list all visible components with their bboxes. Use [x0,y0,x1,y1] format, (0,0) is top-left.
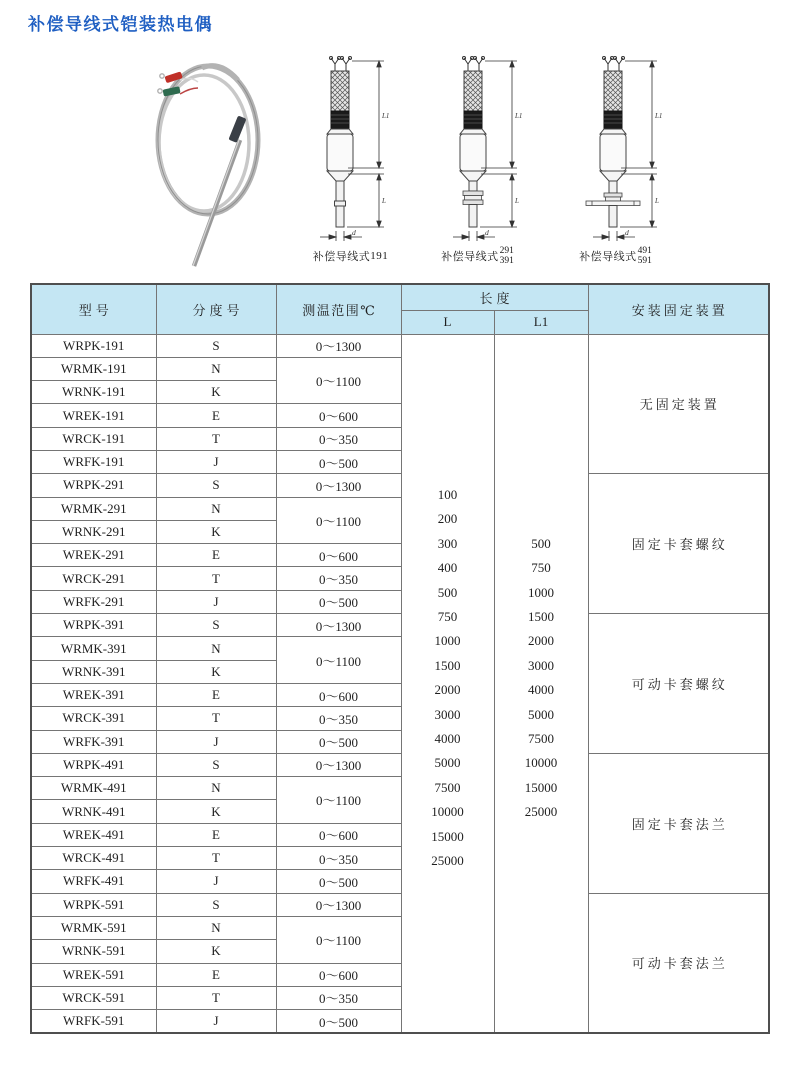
figure-label-number: 191 [370,250,389,262]
grad-cell: N [156,637,276,660]
l-value: 1500 [434,657,461,673]
model-cell: WRMK-291 [31,497,156,520]
l-value: 100 [437,486,458,502]
diagram-491-591 [573,55,678,247]
model-cell: WREK-591 [31,963,156,986]
figure-label-prefix: 补偿导线式 [312,251,371,263]
table-row [31,753,769,776]
range-cell: 0～600 [276,404,401,427]
diagram-191 [300,55,405,247]
grad-cell: E [156,963,276,986]
range-cell: 0～1300 [276,614,401,637]
transition-body [600,134,626,171]
grad-cell: J [156,450,276,473]
figure-label-number: 391 [499,256,514,267]
range-cell: 0～1300 [276,893,401,916]
mounting-cell: 可动卡套法兰 [588,893,769,1033]
l1-value: 2000 [528,633,554,649]
col-header-l1: L1 [494,310,588,334]
l-value: 400 [437,560,458,576]
model-cell: WRNK-191 [31,381,156,404]
col-header-model: 型号 [31,284,156,334]
grad-cell: E [156,823,276,846]
l-values-cell [401,334,494,1033]
range-cell: 0～350 [276,986,401,1009]
model-cell: WREK-191 [31,404,156,427]
range-cell: 0～1300 [276,474,401,497]
fork-terminals-icon [330,57,352,72]
grad-cell: T [156,847,276,870]
range-cell: 0～1300 [276,334,401,357]
model-cell: WRPK-191 [31,334,156,357]
l1-value: 500 [531,535,551,551]
model-cell: WRNK-291 [31,520,156,543]
range-cell: 0～1300 [276,753,401,776]
cable-boot [604,111,622,129]
mounting-cell: 固定卡套法兰 [588,753,769,893]
ferrule-thread-fitting [463,191,483,205]
range-cell: 0～1100 [276,916,401,963]
range-cell: 0～350 [276,707,401,730]
dim-lower-label: L [382,197,386,205]
dim-dia-label: d [485,228,489,237]
probe-sheath [609,206,617,228]
l-value: 3000 [434,706,461,722]
model-cell: WRMK-391 [31,637,156,660]
grad-cell: K [156,381,276,404]
model-cell: WRFK-191 [31,450,156,473]
grad-cell: E [156,683,276,706]
grad-cell: E [156,404,276,427]
table-row [31,893,769,916]
model-cell: WRMK-491 [31,777,156,800]
l-value: 2000 [434,682,461,698]
l-value: 1000 [434,633,461,649]
grad-cell: K [156,520,276,543]
table-row [31,334,769,357]
l-value: 7500 [434,779,461,795]
col-header-range: 测温范围℃ [276,284,401,334]
figure-label-prefix: 补偿导线式 [441,251,499,264]
range-cell: 0～600 [276,823,401,846]
fork-terminals-icon [463,57,485,72]
grad-cell: T [156,707,276,730]
model-cell: WREK-491 [31,823,156,846]
fork-terminals-icon [603,57,625,72]
l1-value: 15000 [524,779,558,795]
figure-label-prefix: 补偿导线式 [579,251,637,264]
l1-value: 7500 [528,731,554,747]
grad-cell: S [156,474,276,497]
range-cell: 0～1100 [276,637,401,684]
figure-label-number: 491 [637,246,652,256]
l1-value: 1500 [528,608,554,624]
grad-cell: J [156,870,276,893]
grad-cell: N [156,777,276,800]
model-cell: WRPK-291 [31,474,156,497]
range-cell: 0～350 [276,847,401,870]
model-cell: WRPK-491 [31,753,156,776]
grad-cell: T [156,427,276,450]
dim-dia-label: d [625,228,629,237]
transition-body [327,134,353,171]
grad-cell: T [156,986,276,1009]
range-cell: 0～600 [276,544,401,567]
range-cell: 0～350 [276,427,401,450]
mounting-cell: 可动卡套螺纹 [588,614,769,754]
model-cell: WRCK-391 [31,707,156,730]
l-value: 4000 [434,731,461,747]
l1-value: 10000 [524,755,558,771]
dim-lower-label: L [655,197,659,205]
range-cell: 0～500 [276,450,401,473]
mounting-cell: 无固定装置 [588,334,769,474]
grad-cell: K [156,660,276,683]
grad-cell: S [156,614,276,637]
dim-dia-label: d [352,228,356,237]
figure-label-191 [293,248,408,264]
l-value: 300 [437,535,458,551]
l-value: 25000 [431,853,464,869]
flange-fitting [586,193,640,206]
model-cell: WRPK-591 [31,893,156,916]
model-cell: WRFK-491 [31,870,156,893]
range-cell: 0～1100 [276,357,401,404]
range-cell: 0～350 [276,567,401,590]
col-header-l: L [401,310,494,334]
probe-sheath [469,205,477,228]
col-header-length: 长度 [401,284,588,310]
figure-label-291-391 [420,246,535,267]
range-cell: 0～600 [276,963,401,986]
grad-cell: J [156,730,276,753]
figure-label-number: 591 [637,256,652,267]
col-header-graduation: 分度号 [156,284,276,334]
model-cell: WRNK-491 [31,800,156,823]
l1-values-cell [494,334,588,1033]
cable-boot [331,111,349,129]
table-row [31,474,769,497]
l-value: 5000 [434,755,461,771]
cable-boot [464,111,482,129]
dim-lower-label: L [515,197,519,205]
l-value: 15000 [431,828,464,844]
table-row [31,614,769,637]
l1-value: 1000 [528,584,554,600]
grad-cell: N [156,497,276,520]
l1-value: 3000 [528,657,554,673]
grad-cell: N [156,916,276,939]
grad-cell: E [156,544,276,567]
model-cell: WRNK-591 [31,940,156,963]
l1-value: 25000 [524,804,558,820]
dim-upper-label: L1 [382,112,390,120]
range-cell: 0～1100 [276,497,401,544]
model-cell: WRCK-291 [31,567,156,590]
figure-label-number: 291 [499,246,514,256]
braided-cable [464,71,482,111]
l-values-list [402,483,494,874]
grad-cell: J [156,590,276,613]
grad-cell: K [156,940,276,963]
model-cell: WRFK-591 [31,1010,156,1033]
model-cell: WRCK-191 [31,427,156,450]
range-cell: 0～500 [276,870,401,893]
dim-upper-label: L1 [655,112,663,120]
model-cell: WRCK-491 [31,847,156,870]
model-cell: WREK-391 [31,683,156,706]
grad-cell: T [156,567,276,590]
spec-table [30,283,770,1034]
grad-cell: S [156,334,276,357]
range-cell: 0～500 [276,730,401,753]
grad-cell: J [156,1010,276,1033]
dim-upper-label: L1 [515,112,523,120]
model-cell: WRFK-391 [31,730,156,753]
grad-cell: K [156,800,276,823]
model-cell: WRNK-391 [31,660,156,683]
grad-cell: S [156,753,276,776]
grad-cell: N [156,357,276,380]
range-cell: 0～500 [276,590,401,613]
page-title: 补偿导线式铠装热电偶 [28,15,213,34]
l1-value: 4000 [528,682,554,698]
mounting-cell: 固定卡套螺纹 [588,474,769,614]
braided-cable [331,71,349,111]
model-cell: WRMK-591 [31,916,156,939]
diagram-291-391 [433,55,538,247]
model-cell: WRFK-291 [31,590,156,613]
figure-label-491-591 [558,246,673,267]
grad-cell: S [156,893,276,916]
transition-body [460,134,486,171]
l-value: 500 [437,584,458,600]
l-value: 750 [437,608,458,624]
model-cell: WREK-291 [31,544,156,567]
l1-values-list [495,532,588,825]
range-cell: 0～500 [276,1010,401,1033]
l-value: 10000 [431,804,464,820]
braided-cable [604,71,622,111]
l1-value: 750 [531,560,551,576]
cable-sleeve [228,115,246,142]
model-cell: WRCK-591 [31,986,156,1009]
range-cell: 0～1100 [276,777,401,824]
figures-row [0,0,800,280]
model-cell: WRPK-391 [31,614,156,637]
col-header-mounting: 安装固定装置 [588,284,769,334]
coiled-thermocouple-photo [140,50,320,270]
l-value: 200 [437,511,458,527]
l1-value: 5000 [528,706,554,722]
model-cell: WRMK-191 [31,357,156,380]
range-cell: 0～600 [276,683,401,706]
